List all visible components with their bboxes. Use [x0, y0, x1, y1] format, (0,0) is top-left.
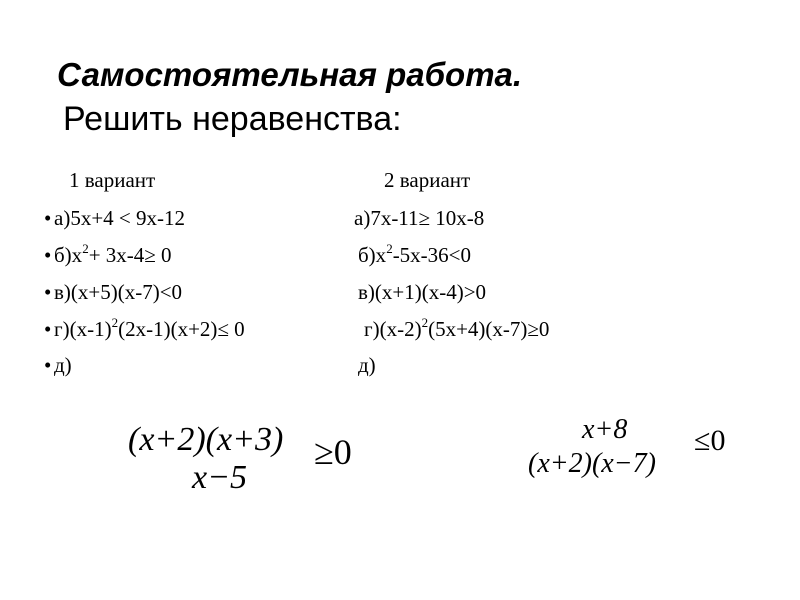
fraction-2-relation: ≤0: [694, 424, 726, 457]
bullet: •: [44, 353, 52, 377]
bullet: •: [44, 280, 52, 304]
variant2-item-e: д): [358, 353, 376, 377]
bullet: •: [44, 206, 52, 230]
page-title: Самостоятельная работа.: [57, 56, 523, 93]
fraction-1-numerator: (x+2)(x+3): [128, 421, 284, 458]
variant1-item-c: • в)(х+5)(х-7)<0: [44, 280, 183, 304]
variant1-header: 1 вариант: [69, 168, 156, 192]
variant1-item-b: • $б)х^2+ 3х-4\ge 0$: [44, 241, 172, 267]
variant2-item-c: в)(х+1)(х-4)>0: [358, 280, 487, 304]
fraction-2: [520, 416, 760, 486]
fraction-1-denominator: x−5: [192, 459, 248, 496]
variant1-item-e: • д): [44, 353, 72, 377]
variant2-header: 2 вариант: [384, 168, 471, 192]
fraction-1: [120, 416, 380, 496]
variant1-item-d: • $г)(х-1)^2(2х-1)(х+2)\le 0$: [44, 315, 245, 341]
bullet: •: [44, 317, 52, 341]
variant2-item-d: $г)(х-2)^2(5х+4)(х-7)\ge 0$: [364, 315, 550, 341]
fraction-2-denominator: (x+2)(x−7): [528, 448, 656, 479]
fraction-2-numerator: x+8: [582, 416, 628, 445]
variant1-item-a: • а)5х+4 < 9х-12: [44, 206, 185, 230]
fraction-1-relation: ≥0: [314, 432, 352, 472]
bullet: •: [44, 243, 52, 267]
variant2-item-b: $б)х^2-5х-36<0$: [358, 241, 472, 267]
page-subtitle: Решить неравенства:: [63, 100, 402, 138]
variant2-item-a: а)7х-11≥ 10х-8: [354, 206, 485, 230]
